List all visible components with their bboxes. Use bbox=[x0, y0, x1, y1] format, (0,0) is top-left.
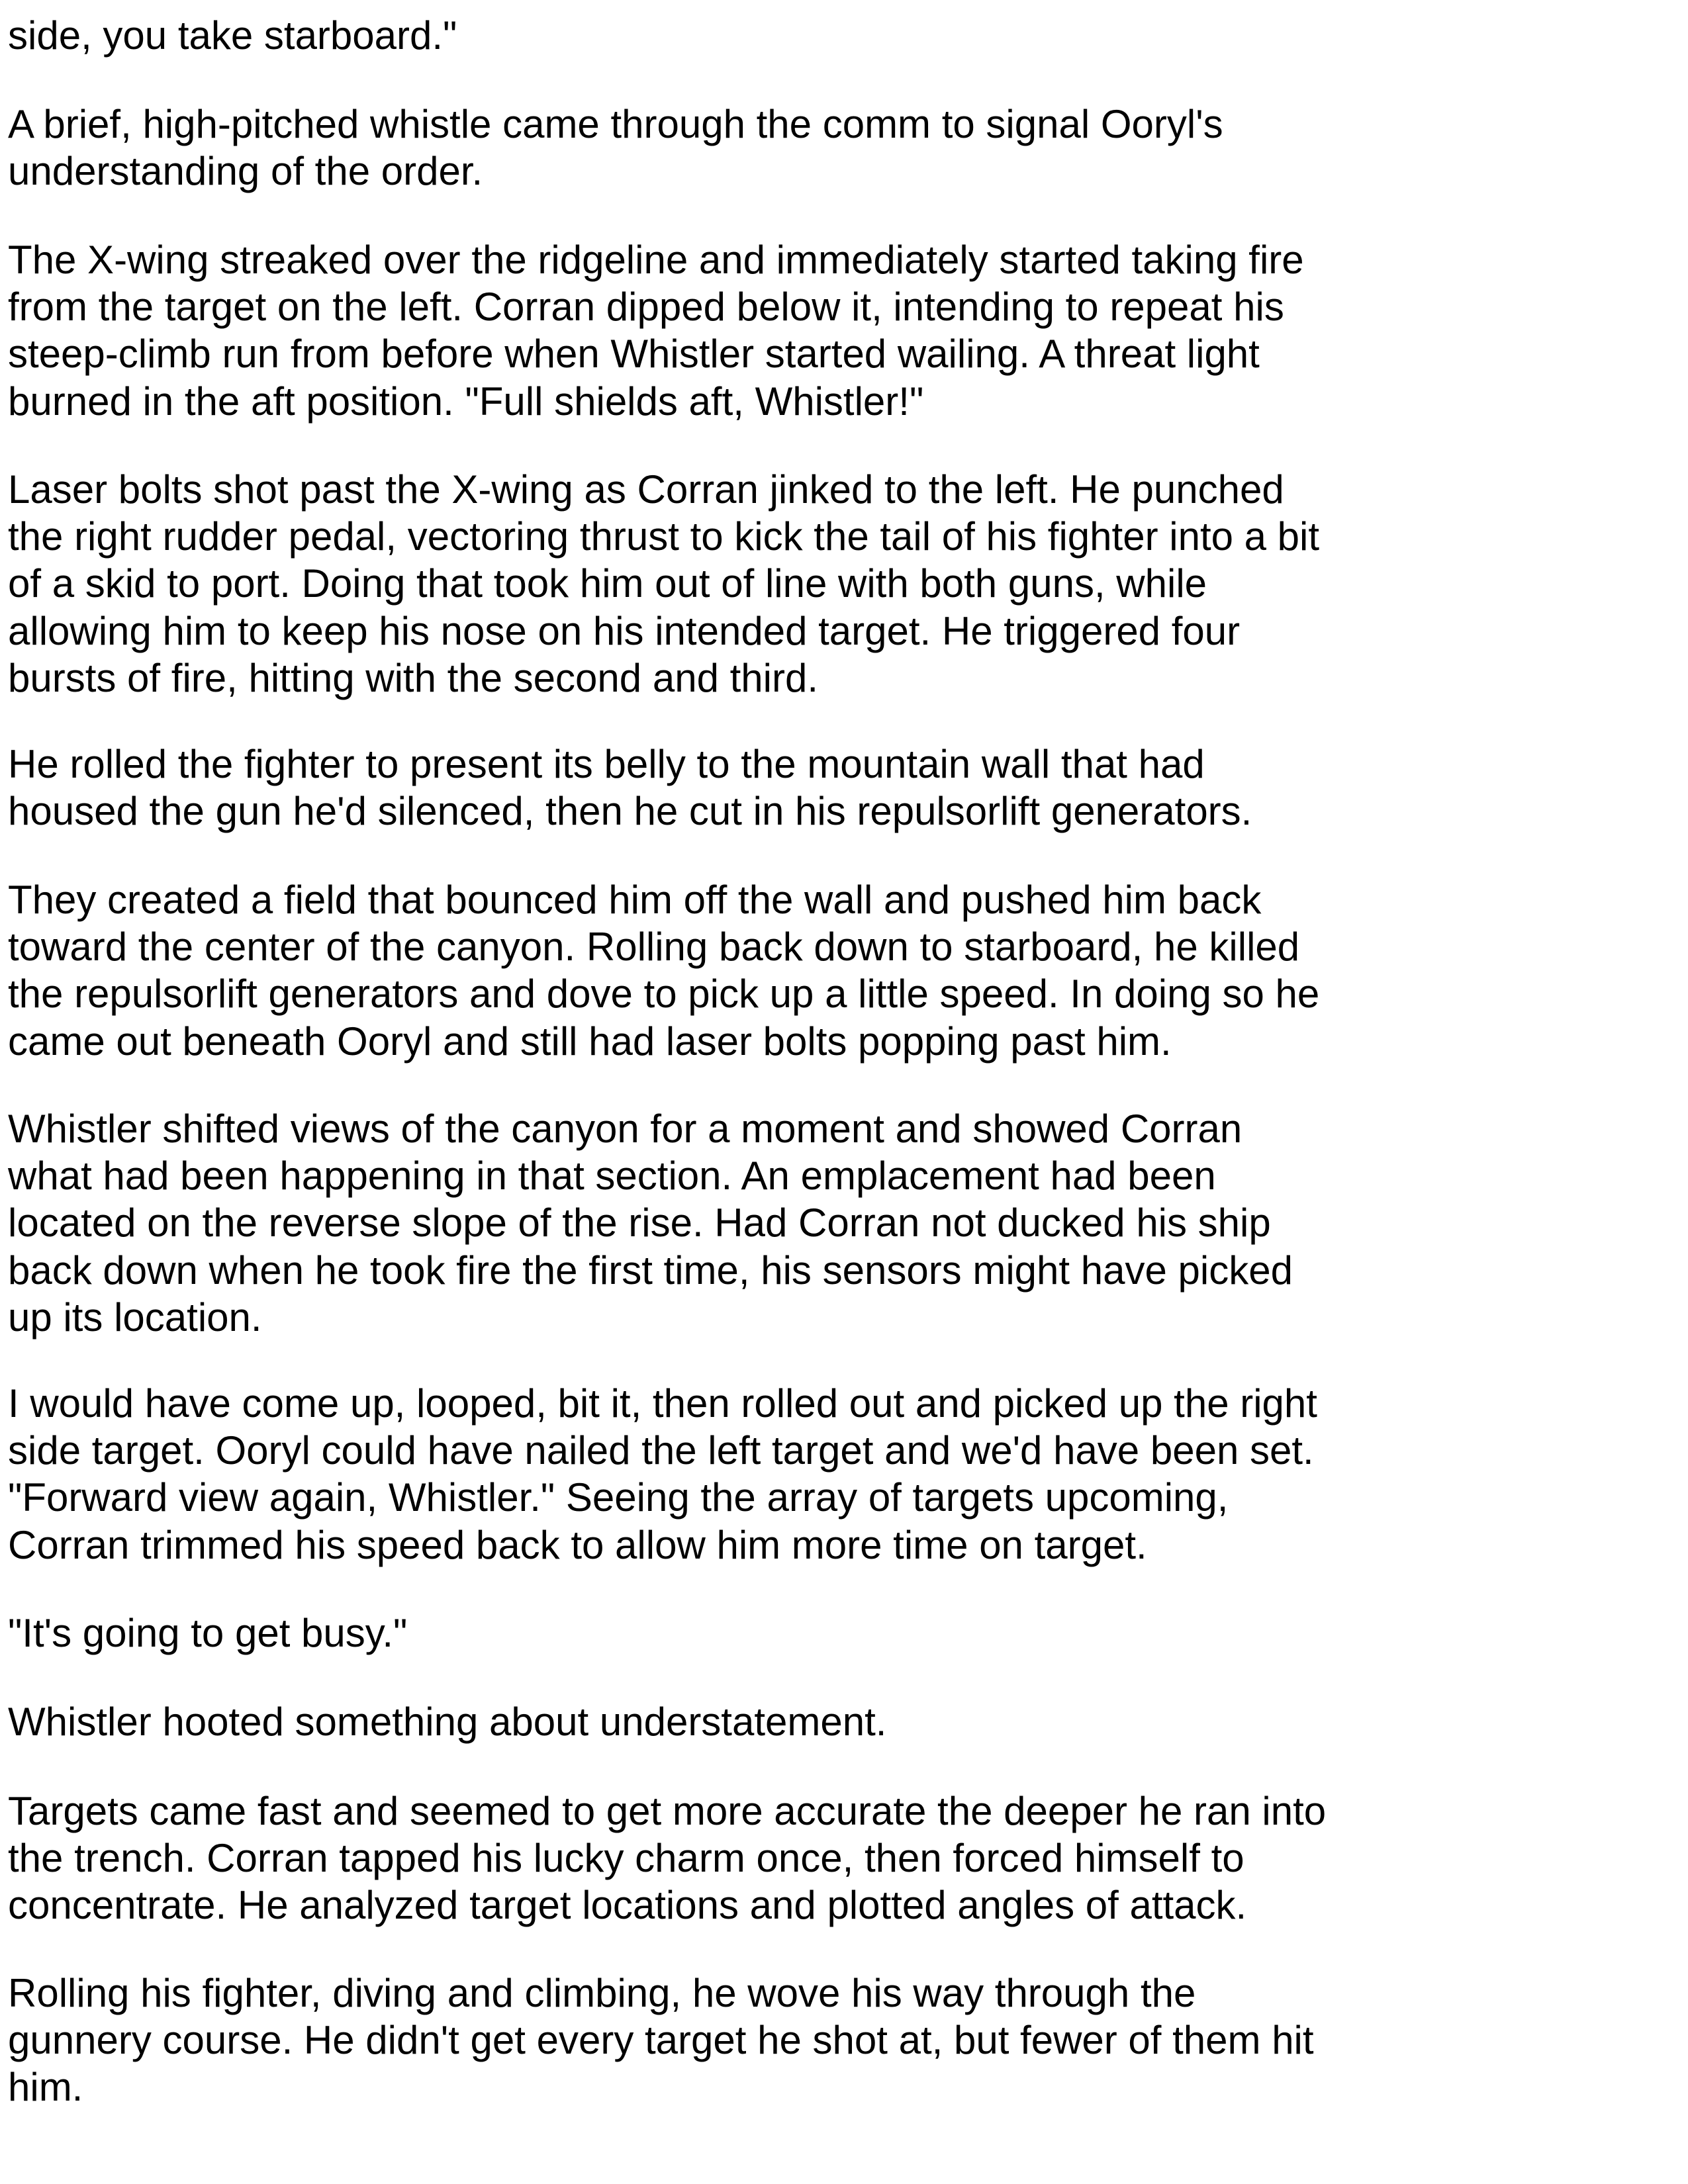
paragraph-1: side, you take starboard." bbox=[8, 13, 457, 58]
paragraph-8: I would have come up, looped, bit it, then rolled out and picked up the right side target. Ooryl could have nailed the left target and we'd have been set. "Forward view again, Whistler." Seeing the array of targets upcoming, Corran trimmed his speed back to allow him more time on target. bbox=[8, 1381, 1317, 1567]
paragraph-10: Whistler hooted something about understatement. bbox=[8, 1700, 887, 1744]
paragraph-2: A brief, high-pitched whistle came through the comm to signal Ooryl's understanding of the order. bbox=[8, 102, 1223, 194]
paragraph-6: They created a field that bounced him off the wall and pushed him back toward the center of the canyon. Rolling back down to starboard, he killed the repulsorlift generators and dove to pick up a little speed. In doing so he came out beneath Ooryl and still had laser bolts popping past him. bbox=[8, 878, 1320, 1064]
paragraph-9: "It's going to get busy." bbox=[8, 1611, 408, 1655]
paragraph-5: He rolled the fighter to present its belly to the mountain wall that had housed the gun he'd silenced, then he cut in his repulsorlift generators. bbox=[8, 742, 1252, 834]
paragraph-4: Laser bolts shot past the X-wing as Corran jinked to the left. He punched the right rudder pedal, vectoring thrust to kick the tail of his fighter into a bit of a skid to port. Doing that took him out of line with both guns, while allowing him to keep his nose on his intended target. He triggered four bursts of fire, hitting with the second and third. bbox=[8, 467, 1320, 700]
paragraph-12: Rolling his fighter, diving and climbing, he wove his way through the gunnery course. He didn't get every target he shot at, but fewer of them hit him. bbox=[8, 1971, 1314, 2110]
paragraph-3: The X-wing streaked over the ridgeline and immediately started taking fire from the target on the left. Corran dipped below it, intending to repeat his steep-climb run from before when Whistler started wailing. A threat light burned in the aft position. "Full shields aft, Whistler!" bbox=[8, 238, 1304, 424]
paragraph-11: Targets came fast and seemed to get more accurate the deeper he ran into the trench. Corran tapped his lucky charm once, then forced himself to concentrate. He analyzed target locations and plotted angles of attack. bbox=[8, 1789, 1327, 1928]
paragraph-7: Whistler shifted views of the canyon for a moment and showed Corran what had been happening in that section. An emplacement had been located on the reverse slope of the rise. Had Corran not ducked his ship back down when he took fire the first time, his sensors might have picked up its location. bbox=[8, 1107, 1293, 1340]
